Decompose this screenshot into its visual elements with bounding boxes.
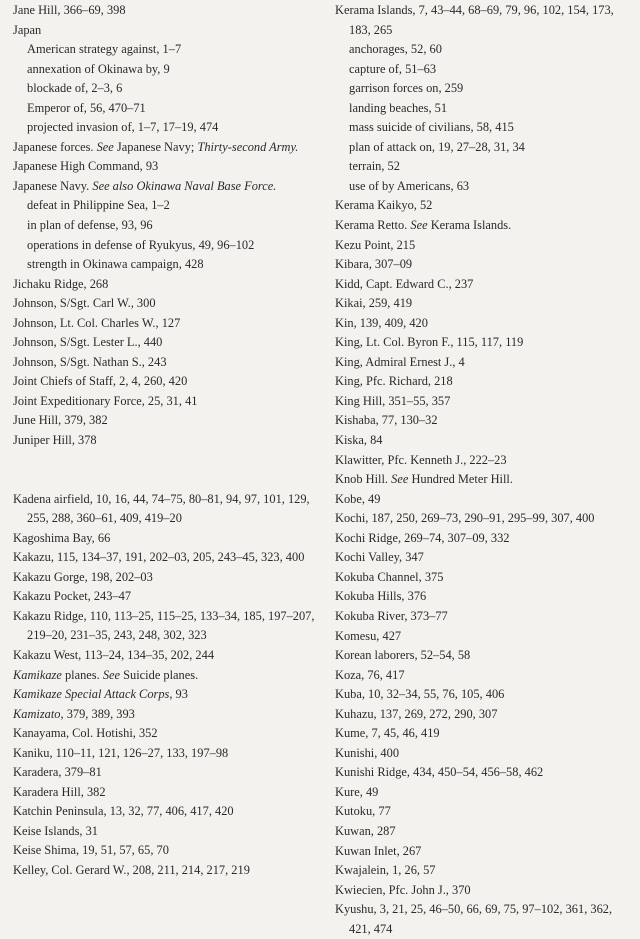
entry-text: blockade of, 2–3, 6 — [27, 81, 123, 96]
entry-text: King, Pfc. Richard, 218 — [335, 374, 453, 389]
index-entry — [13, 548, 323, 568]
index-subentry — [13, 40, 323, 60]
entry-text: Kaniku, 110–11, 121, 126–27, 133, 197–98 — [13, 745, 229, 760]
index-entry — [13, 841, 323, 861]
index-entry — [335, 255, 635, 275]
entry-text: King, Lt. Col. Byron F., 115, 117, 119 — [335, 335, 524, 350]
index-entry — [13, 607, 323, 646]
index-entry — [335, 685, 635, 705]
entry-text: June Hill, 379, 382 — [13, 413, 108, 428]
entry-text: , 379, 389, 393 — [60, 706, 135, 721]
entry-text: Kikai, 259, 419 — [335, 296, 413, 311]
index-entry — [13, 21, 323, 41]
index-subentry — [13, 99, 323, 119]
entry-text: terrain, 52 — [349, 159, 400, 174]
entry-text: Emperor of, 56, 470–71 — [27, 100, 146, 115]
index-entry — [335, 705, 635, 725]
index-entry — [13, 294, 323, 314]
entry-text: Kibara, 307–09 — [335, 257, 413, 272]
entry-text: Kagoshima Bay, 66 — [13, 530, 111, 545]
index-entry — [335, 216, 635, 236]
entry-italic-term: Kamikaze — [13, 667, 62, 682]
index-entry — [13, 372, 323, 392]
index-entry — [335, 881, 635, 901]
entry-text: planes. — [61, 667, 100, 682]
entry-text: landing beaches, 51 — [349, 100, 448, 115]
entry-text: in plan of defense, 93, 96 — [27, 218, 153, 233]
index-entry — [335, 470, 635, 490]
entry-text: Kidd, Capt. Edward C., 237 — [335, 276, 474, 291]
entry-text: Kakazu, 115, 134–37, 191, 202–03, 205, 243–45, 323, 400 — [13, 550, 305, 565]
entry-text: Kezu Point, 215 — [335, 237, 416, 252]
see-reference-target: Kerama Islands. — [430, 218, 512, 233]
index-subentry — [13, 118, 323, 138]
index-entry — [335, 744, 635, 764]
entry-text: Johnson, S/Sgt. Nathan S., 243 — [13, 354, 167, 369]
see-reference-target: Suicide planes. — [123, 667, 199, 682]
entry-text: Keise Islands, 31 — [13, 823, 98, 838]
index-entry — [13, 138, 323, 158]
entry-text: Kure, 49 — [335, 784, 379, 799]
index-subentry — [13, 236, 323, 256]
entry-text: annexation of Okinawa by, 9 — [27, 61, 170, 76]
entry-italic-term: Kamikaze Special Attack Corps — [13, 687, 170, 702]
entry-text: Kerama Islands, 7, 43–44, 68–69, 79, 96, 102, 154, 173, 183, 265 — [335, 3, 614, 37]
entry-text: Kokuba River, 373–77 — [335, 608, 448, 623]
entry-text: Kin, 139, 409, 420 — [335, 315, 428, 330]
index-subentry — [13, 79, 323, 99]
index-entry — [13, 275, 323, 295]
entry-text: Johnson, S/Sgt. Lester L., 440 — [13, 335, 163, 350]
entry-text: Johnson, S/Sgt. Carl W., 300 — [13, 296, 156, 311]
index-entry — [335, 411, 635, 431]
index-entry — [335, 724, 635, 744]
index-entry — [335, 392, 635, 412]
index-entry — [13, 802, 323, 822]
index-entry — [13, 411, 323, 431]
entry-text: Kakazu West, 113–24, 134–35, 202, 244 — [13, 647, 215, 662]
entry-text: Kishaba, 77, 130–32 — [335, 413, 438, 428]
entry-text: Kerama Kaikyo, 52 — [335, 198, 433, 213]
index-entry — [13, 157, 323, 177]
index-entry — [335, 568, 635, 588]
entry-text: Kuwan Inlet, 267 — [335, 843, 422, 858]
index-entry — [335, 548, 635, 568]
entry-text: Kiska, 84 — [335, 433, 383, 448]
index-subentry — [335, 40, 635, 60]
index-subentry — [13, 196, 323, 216]
entry-text: Joint Expeditionary Force, 25, 31, 41 — [13, 393, 198, 408]
entry-text: Kanayama, Col. Hotishi, 352 — [13, 726, 158, 741]
index-entry — [335, 802, 635, 822]
entry-text: Karadera, 379–81 — [13, 765, 102, 780]
entry-text: mass suicide of civilians, 58, 415 — [349, 120, 514, 135]
index-entry — [13, 587, 323, 607]
index-entry — [335, 861, 635, 881]
see-reference-target: Japanese Navy; — [116, 139, 195, 154]
entry-text: Japanese forces. — [13, 139, 94, 154]
index-entry — [335, 587, 635, 607]
entry-text: Kunishi Ridge, 434, 450–54, 456–58, 462 — [335, 765, 544, 780]
index-entry — [13, 314, 323, 334]
entry-text: Japan — [13, 22, 42, 37]
index-entry — [335, 1, 635, 40]
entry-text: Kuhazu, 137, 269, 272, 290, 307 — [335, 706, 498, 721]
index-entry — [13, 744, 323, 764]
entry-text: Kerama Retto. — [335, 218, 408, 233]
index-entry — [13, 353, 323, 373]
index-subentry — [13, 60, 323, 80]
entry-text: Katchin Peninsula, 13, 32, 77, 406, 417, 420 — [13, 804, 234, 819]
entry-text: Kakazu Gorge, 198, 202–03 — [13, 569, 153, 584]
index-subentry — [13, 216, 323, 236]
entry-text: Keise Shima, 19, 51, 57, 65, 70 — [13, 843, 169, 858]
entry-text: strength in Okinawa campaign, 428 — [27, 257, 204, 272]
index-entry — [335, 900, 635, 939]
entry-text: Kutoku, 77 — [335, 804, 391, 819]
index-entry — [13, 529, 323, 549]
index-entry — [335, 275, 635, 295]
entry-text: King Hill, 351–55, 357 — [335, 393, 451, 408]
entry-text: anchorages, 52, 60 — [349, 42, 442, 57]
index-entry — [335, 509, 635, 529]
index-entry — [13, 431, 323, 451]
entry-text: Kuba, 10, 32–34, 55, 76, 105, 406 — [335, 687, 505, 702]
index-entry — [335, 294, 635, 314]
entry-text: Klawitter, Pfc. Kenneth J., 222–23 — [335, 452, 507, 467]
index-entry — [13, 646, 323, 666]
entry-text: Kochi, 187, 250, 269–73, 290–91, 295–99, 307, 400 — [335, 511, 595, 526]
right-column — [335, 1, 635, 939]
entry-text: operations in defense of Ryukyus, 49, 96–102 — [27, 237, 255, 252]
entry-text: Knob Hill. — [335, 472, 389, 487]
index-entry — [13, 1, 323, 21]
see-reference-label: See also — [92, 178, 134, 193]
index-entry — [13, 490, 323, 529]
index-subentry — [335, 79, 635, 99]
index-subentry — [335, 60, 635, 80]
entry-text: defeat in Philippine Sea, 1–2 — [27, 198, 170, 213]
entry-text: Kume, 7, 45, 46, 419 — [335, 726, 440, 741]
see-reference-label: See — [410, 218, 428, 233]
see-reference-target: Hundred Meter Hill. — [411, 472, 513, 487]
index-entry — [13, 763, 323, 783]
entry-text: Johnson, Lt. Col. Charles W., 127 — [13, 315, 181, 330]
entry-text: use of by Americans, 63 — [349, 178, 470, 193]
entry-text: Jichaku Ridge, 268 — [13, 276, 109, 291]
entry-text: Kakazu Ridge, 110, 113–25, 115–25, 133–34, 185, 197–207, 219–20, 231–35, 243, 248, 302, 323 — [13, 608, 315, 643]
entry-text: Kokuba Channel, 375 — [335, 569, 444, 584]
entry-text: Kochi Ridge, 269–74, 307–09, 332 — [335, 530, 510, 545]
entry-text: garrison forces on, 259 — [349, 81, 464, 96]
entry-text: King, Admiral Ernest J., 4 — [335, 354, 465, 369]
index-entry — [335, 431, 635, 451]
index-subentry — [335, 177, 635, 197]
index-entry — [335, 196, 635, 216]
index-entry — [335, 451, 635, 471]
index-subentry — [13, 255, 323, 275]
entry-text: Korean laborers, 52–54, 58 — [335, 648, 471, 663]
index-entry — [13, 392, 323, 412]
index-entry — [13, 568, 323, 588]
see-reference-label: See — [391, 472, 409, 487]
index-entry — [335, 353, 635, 373]
see-reference-target: Thirty-second Army. — [197, 139, 299, 154]
index-entry — [13, 177, 323, 197]
entry-text: projected invasion of, 1–7, 17–19, 474 — [27, 120, 219, 135]
entry-text: Kokuba Hills, 376 — [335, 589, 427, 604]
left-column — [13, 1, 323, 881]
entry-text: Joint Chiefs of Staff, 2, 4, 260, 420 — [13, 374, 188, 389]
index-entry — [13, 705, 323, 725]
see-reference-label: See — [96, 139, 114, 154]
entry-text: Japanese High Command, 93 — [13, 159, 159, 174]
entry-text: Komesu, 427 — [335, 628, 402, 643]
index-entry — [335, 646, 635, 666]
entry-text: Kyushu, 3, 21, 25, 46–50, 66, 69, 75, 97–102, 361, 362, 421, 474 — [335, 902, 613, 936]
entry-text: Koza, 76, 417 — [335, 667, 405, 682]
entry-text: American strategy against, 1–7 — [27, 42, 182, 57]
entry-italic-term: Kamizato — [13, 706, 61, 721]
entry-text: , 93 — [169, 687, 188, 702]
index-entry — [335, 529, 635, 549]
index-entry — [13, 783, 323, 803]
index-entry — [13, 724, 323, 744]
entry-text: Kakazu Pocket, 243–47 — [13, 589, 132, 604]
entry-text: Kwajalein, 1, 26, 57 — [335, 863, 436, 878]
see-reference-label: See — [102, 667, 121, 682]
index-entry — [13, 685, 323, 705]
see-reference-target: Okinawa Naval Base Force. — [136, 178, 277, 193]
index-entry — [13, 666, 323, 686]
entry-text: Karadera Hill, 382 — [13, 784, 106, 799]
entry-text: Japanese Navy. — [13, 178, 90, 193]
index-entry — [335, 236, 635, 256]
index-entry — [335, 822, 635, 842]
index-entry — [13, 822, 323, 842]
index-entry — [13, 333, 323, 353]
index-subentry — [335, 118, 635, 138]
index-subentry — [335, 138, 635, 158]
index-entry — [335, 627, 635, 647]
index-entry — [335, 783, 635, 803]
entry-text: Kobe, 49 — [335, 491, 381, 506]
entry-text: plan of attack on, 19, 27–28, 31, 34 — [349, 139, 525, 154]
index-entry — [335, 314, 635, 334]
index-entry — [335, 763, 635, 783]
entry-text: Jane Hill, 366–69, 398 — [13, 3, 126, 17]
entry-text: Kunishi, 400 — [335, 745, 400, 760]
index-entry — [335, 490, 635, 510]
index-entry — [13, 861, 323, 881]
index-entry — [335, 372, 635, 392]
index-subentry — [335, 99, 635, 119]
index-entry — [335, 333, 635, 353]
entry-text: Kadena airfield, 10, 16, 44, 74–75, 80–81, 94, 97, 101, 129, 255, 288, 360–61, 409, 419–20 — [13, 491, 310, 526]
index-entry — [335, 607, 635, 627]
entry-text: Juniper Hill, 378 — [13, 433, 97, 448]
index-entry — [335, 666, 635, 686]
entry-text: Kochi Valley, 347 — [335, 550, 424, 565]
index-subentry — [335, 157, 635, 177]
entry-text: Kelley, Col. Gerard W., 208, 211, 214, 217, 219 — [13, 862, 250, 877]
entry-text: Kuwan, 287 — [335, 823, 396, 838]
entry-text: Kwiecien, Pfc. John J., 370 — [335, 882, 471, 897]
index-entry — [335, 842, 635, 862]
entry-text: capture of, 51–63 — [349, 61, 437, 76]
